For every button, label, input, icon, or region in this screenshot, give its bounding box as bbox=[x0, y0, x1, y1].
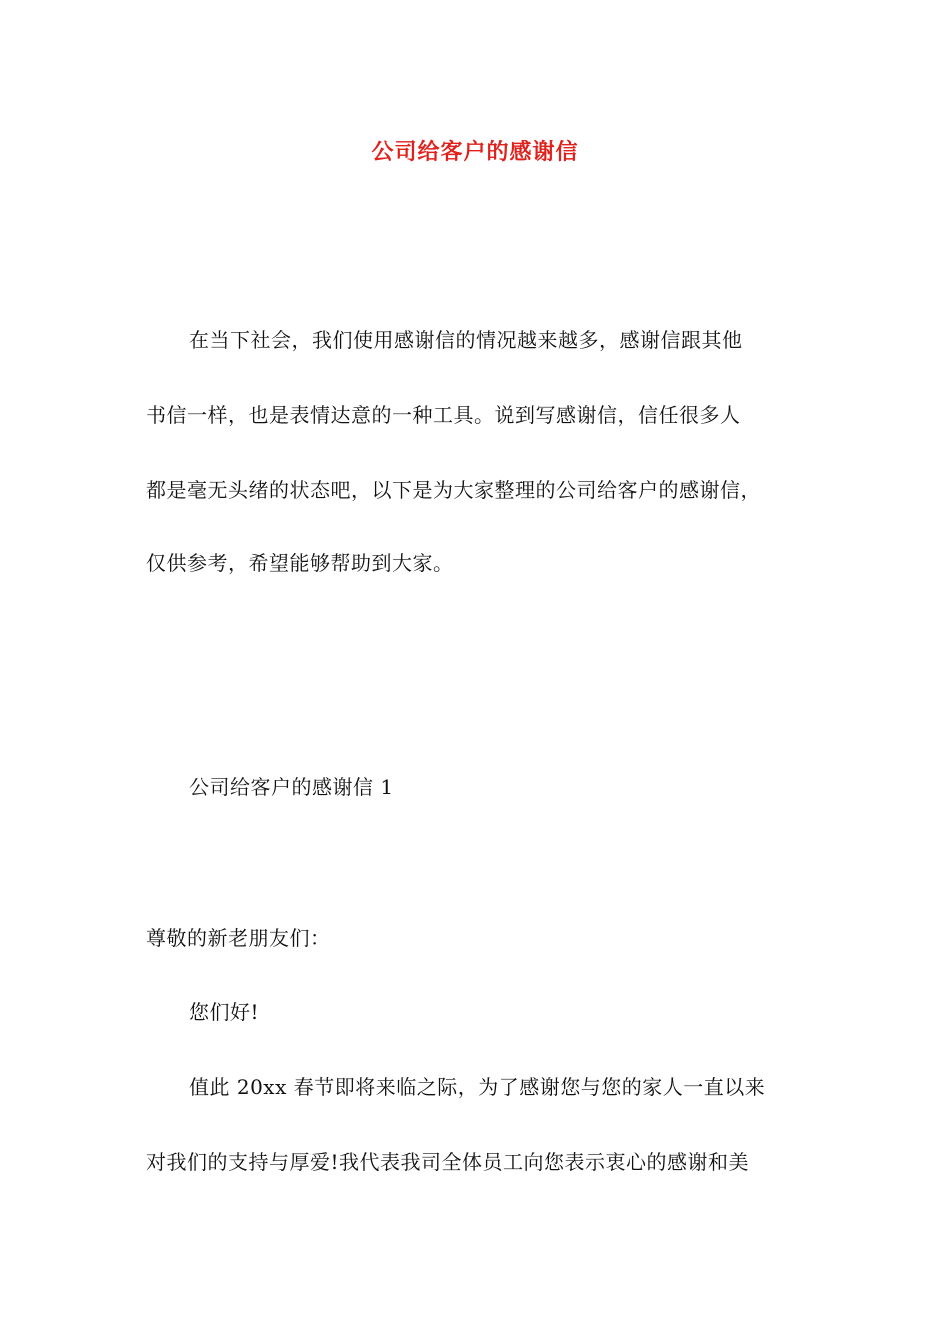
intro-line-1: 在当下社会，我们使用感谢信的情况越来越多，感谢信跟其他 bbox=[189, 328, 743, 352]
body-line-1: 值此 20xx 春节即将来临之际，为了感谢您与您的家人一直以来 bbox=[189, 1075, 766, 1099]
section-heading: 公司给客户的感谢信 1 bbox=[189, 775, 394, 799]
intro-line-2: 书信一样，也是表情达意的一种工具。说到写感谢信，信任很多人 bbox=[146, 403, 741, 427]
intro-line-4: 仅供参考，希望能够帮助到大家。 bbox=[146, 551, 454, 575]
intro-line-3: 都是毫无头绪的状态吧，以下是为大家整理的公司给客户的感谢信， bbox=[146, 478, 761, 502]
greeting: 您们好! bbox=[189, 1000, 260, 1024]
body-line-2: 对我们的支持与厚爱!我代表我司全体员工向您表示衷心的感谢和美 bbox=[146, 1150, 750, 1174]
document-title: 公司给客户的感谢信 bbox=[371, 139, 579, 165]
salutation: 尊敬的新老朋友们： bbox=[146, 926, 331, 950]
